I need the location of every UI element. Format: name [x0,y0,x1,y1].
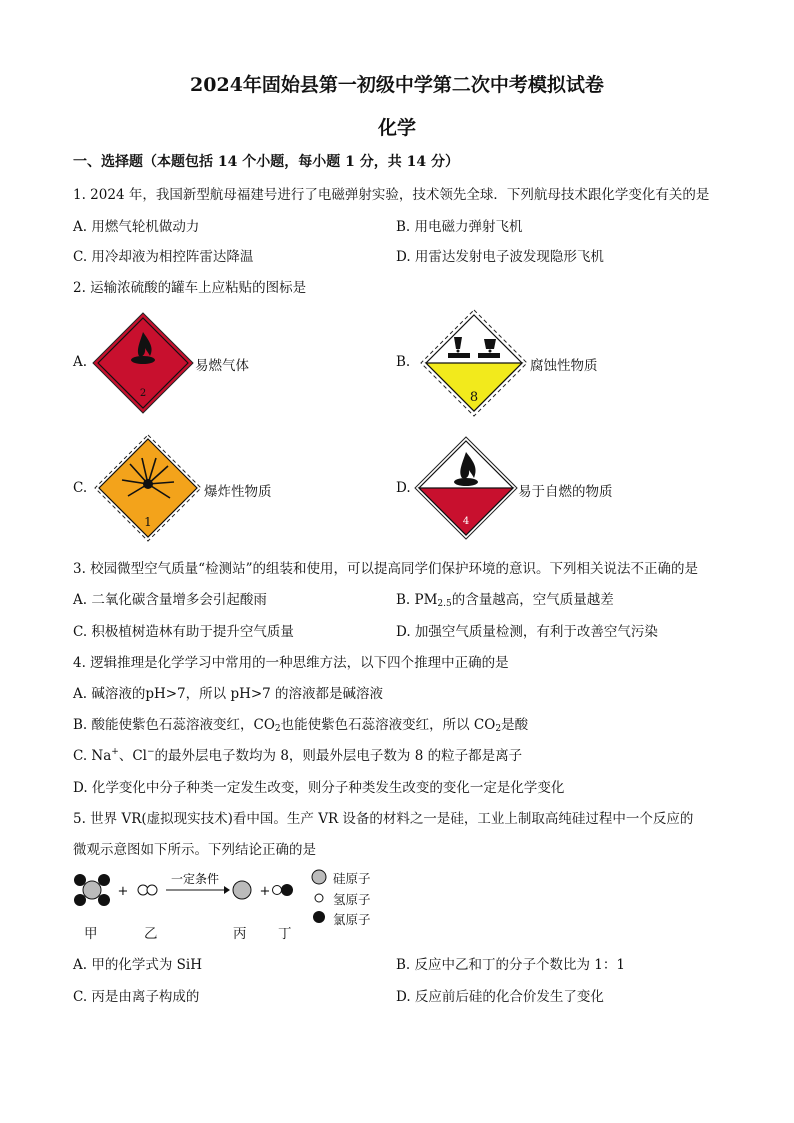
q5-option-d: D. 反应前后硅的化合价发生了变化 [396,989,604,1005]
silicon-atom-icon [312,870,326,884]
q1-option-a: A. 用燃气轮机做动力 [73,219,200,235]
molecule-jia [74,874,110,906]
sign-d-number: 4 [462,516,470,527]
q1-stem: 1. 2024 年，我国新型航母福建号进行了电磁弹射实验，技术领先全球．下列航母技术跟化学变化有关的是 [73,187,710,203]
label-jia: 甲 [84,926,98,942]
subject-title: 化学 [377,117,416,139]
q5-stem-line1: 5. 世界 VR(虚拟现实技术)看中国。生产 VR 设备的材料之一是硅，工业上制取高纯硅过程中一个反应的 [73,811,694,827]
q5-stem-line2: 微观示意图如下所示。下列结论正确的是 [73,842,316,858]
q5-option-a: A. 甲的化学式为 SiH [73,957,202,973]
q1-option-d: D. 用雷达发射电子波发现隐形飞机 [396,249,604,265]
q3-option-d: D. 加强空气质量检测，有利于改善空气污染 [396,624,658,640]
q3-option-c: C. 积极植树造林有助于提升空气质量 [73,624,294,640]
q4-option-c: C. Na+、Cl−的最外层电子数均为 8，则最外层电子数为 8 的粒子都是离子 [73,747,523,764]
molecule-bing [233,881,251,899]
corrosive-sign-icon [420,309,528,417]
explosive-sign-icon [94,434,202,542]
q4-option-d: D. 化学变化中分子种类一定发生改变，则分子种类发生改变的变化一定是化学变化 [73,780,565,796]
label-bing: 丙 [233,926,247,942]
chlorine-atom-icon [313,911,325,923]
page-title: 2024年固始县第一初级中学第二次中考模拟试卷 [190,74,604,96]
q3-stem: 3. 校园微型空气质量“检测站”的组装和使用，可以提高同学们保护环境的意识。下列相关说法不正确的是 [73,561,698,577]
q3-option-a: A. 二氧化碳含量增多会引起酸雨 [73,592,267,608]
q5-option-b: B. 反应中乙和丁的分子个数比为 1：1 [396,957,625,973]
q2-option-c-label: 爆炸性物质 [204,484,272,500]
q2-option-d-label: 易于自燃的物质 [518,484,613,500]
q2-option-c-letter: C. [73,480,88,496]
plus-sign-1: + [117,884,129,899]
molecule-yi [138,885,157,895]
reaction-condition: 一定条件 [170,872,220,886]
q2-option-d-letter: D. [396,480,411,496]
q2-option-a-letter: A. [73,354,88,370]
q2-stem: 2. 运输浓硫酸的罐车上应粘贴的图标是 [73,280,307,296]
sign-a-number: 2 [139,388,147,399]
legend-symbols [311,868,327,924]
legend-hydrogen: 氢原子 [333,892,371,907]
flammable-gas-sign-icon [92,312,194,414]
q2-option-a-label: 易燃气体 [195,358,249,374]
q4-option-b: B. 酸能使紫色石蕊溶液变红，$CO_2$也能使紫色石蕊溶液变红，所以 $CO_2$是酸 [73,717,529,734]
hydrogen-atom-icon [315,894,323,902]
q1-option-c: C. 用冷却液为相控阵雷达降温 [73,249,254,265]
q2-option-b-label: 腐蚀性物质 [530,358,598,374]
legend-chlorine: 氯原子 [333,912,371,927]
reaction-diagram [70,866,310,916]
section-heading: 一、选择题（本题包括 14 个小题，每小题 1 分，共 14 分） [73,154,459,170]
molecule-ding [273,884,294,896]
q4-option-a: A. 碱溶液的pH>7，所以 pH>7 的溶液都是碱溶液 [73,686,384,702]
q1-option-b: B. 用电磁力弹射飞机 [396,219,523,235]
q5-option-c: C. 丙是由离子构成的 [73,989,200,1005]
q3-option-b: B. $PM_{2.5}$的含量越高，空气质量越差 [396,592,614,609]
label-yi: 乙 [144,926,158,942]
legend-silicon: 硅原子 [333,871,371,886]
sign-c-number: 1 [144,515,152,529]
spontaneous-combustion-sign-icon [414,436,518,540]
label-ding: 丁 [278,926,292,942]
q2-option-b-letter: B. [396,354,411,370]
plus-sign-2: + [259,884,271,899]
sign-b-number: 8 [469,390,479,405]
q4-stem: 4. 逻辑推理是化学学习中常用的一种思维方法，以下四个推理中正确的是 [73,655,509,671]
